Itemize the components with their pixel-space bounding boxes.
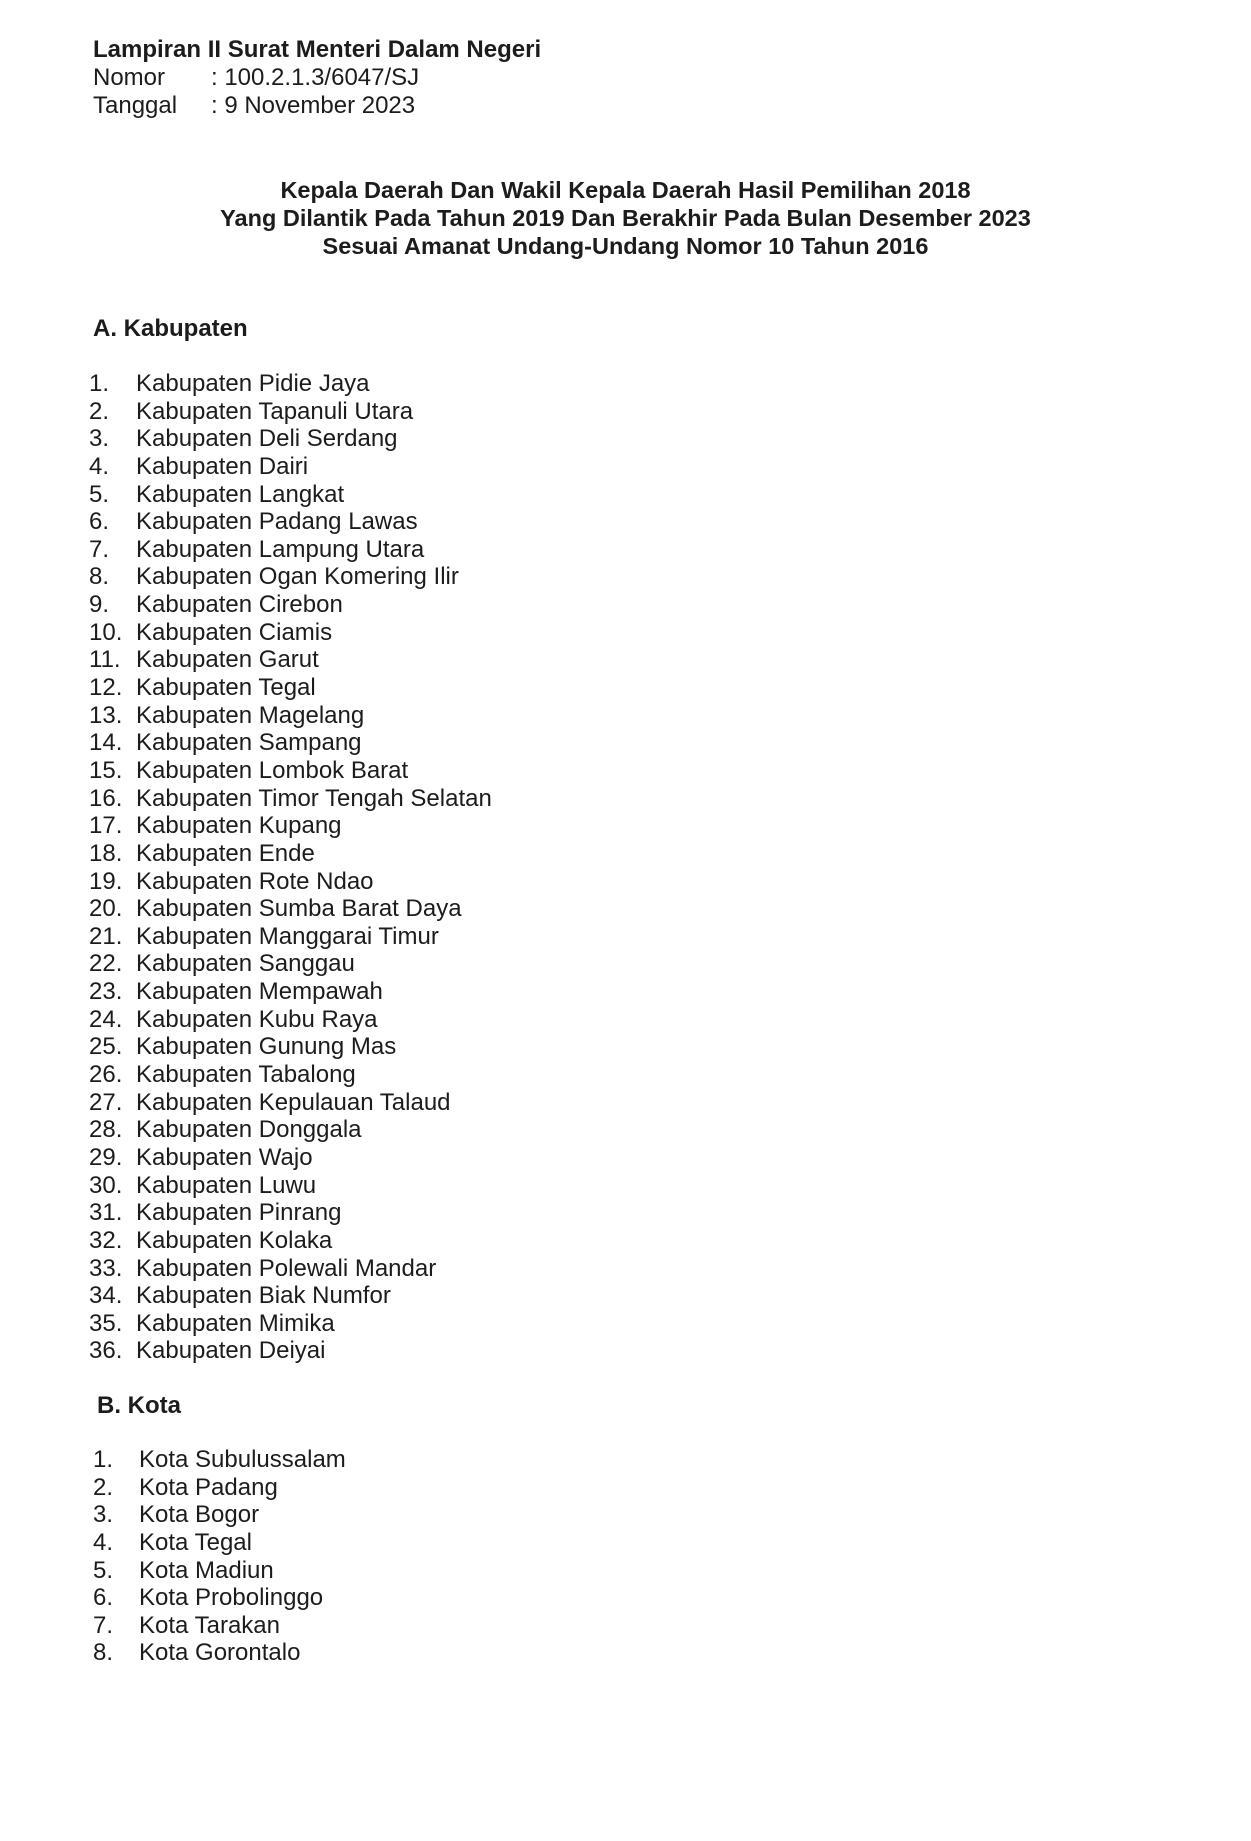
item-number: 11. xyxy=(89,646,121,674)
item-name: Kabupaten Magelang xyxy=(136,701,365,729)
item-name: Kota Tarakan xyxy=(139,1611,280,1639)
list-item xyxy=(89,1144,492,1172)
list-item xyxy=(89,591,492,619)
item-number: 7. xyxy=(89,535,110,563)
nomor-value: : 100.2.1.3/6047/SJ xyxy=(211,64,420,91)
item-number: 5. xyxy=(89,480,110,508)
item-number: 9. xyxy=(89,591,110,619)
list-item xyxy=(89,1199,492,1227)
item-name: Kabupaten Tabalong xyxy=(136,1061,356,1089)
item-number: 27. xyxy=(89,1088,123,1116)
item-name: Kota Probolinggo xyxy=(139,1584,324,1612)
item-name: Kabupaten Lombok Barat xyxy=(136,756,409,784)
kabupaten-list xyxy=(89,370,492,1365)
list-item xyxy=(89,812,492,840)
item-name: Kabupaten Pidie Jaya xyxy=(136,370,370,397)
item-number: 21. xyxy=(89,922,123,950)
item-name: Kabupaten Tegal xyxy=(136,674,316,702)
item-number: 8. xyxy=(89,563,110,591)
item-name: Kabupaten Sumba Barat Daya xyxy=(136,895,462,923)
item-number: 19. xyxy=(89,867,123,895)
item-number: 6. xyxy=(93,1584,114,1612)
item-number: 26. xyxy=(89,1061,123,1089)
list-item xyxy=(89,481,492,509)
item-name: Kabupaten Sanggau xyxy=(136,950,355,978)
item-name: Kota Gorontalo xyxy=(139,1639,301,1667)
list-item xyxy=(93,1446,346,1474)
tanggal-row xyxy=(93,92,541,120)
list-item xyxy=(89,840,492,868)
item-number: 2. xyxy=(93,1473,114,1501)
item-number: 4. xyxy=(89,452,110,480)
item-number: 20. xyxy=(89,895,123,923)
list-item xyxy=(89,453,492,481)
item-number: 32. xyxy=(89,1226,123,1254)
list-item xyxy=(89,1033,492,1061)
item-number: 17. xyxy=(89,812,123,840)
list-item xyxy=(89,1227,492,1255)
item-number: 25. xyxy=(89,1033,123,1061)
list-item xyxy=(89,1116,492,1144)
item-name: Kabupaten Mempawah xyxy=(136,978,383,1006)
item-name: Kabupaten Mimika xyxy=(136,1309,335,1337)
list-item xyxy=(89,1061,492,1089)
item-name: Kabupaten Donggala xyxy=(136,1116,362,1144)
item-name: Kabupaten Deiyai xyxy=(136,1337,326,1365)
list-item xyxy=(89,702,492,730)
list-item xyxy=(89,370,492,398)
item-name: Kabupaten Garut xyxy=(136,646,319,674)
item-number: 29. xyxy=(89,1143,123,1171)
list-item xyxy=(89,785,492,813)
item-number: 6. xyxy=(89,508,110,536)
kota-list xyxy=(93,1446,346,1667)
section-b-heading: B. Kota xyxy=(97,1392,181,1419)
list-item xyxy=(89,950,492,978)
list-item xyxy=(89,508,492,536)
item-name: Kabupaten Kubu Raya xyxy=(136,1005,378,1033)
list-item xyxy=(89,978,492,1006)
list-item xyxy=(89,674,492,702)
item-name: Kabupaten Pinrang xyxy=(136,1199,342,1227)
list-item xyxy=(89,425,492,453)
list-item xyxy=(89,646,492,674)
item-number: 18. xyxy=(89,839,123,867)
item-name: Kabupaten Timor Tengah Selatan xyxy=(136,784,492,812)
list-item xyxy=(93,1529,346,1557)
item-name: Kabupaten Cirebon xyxy=(136,591,343,619)
item-number: 14. xyxy=(89,729,123,757)
item-number: 1. xyxy=(89,370,110,397)
item-number: 8. xyxy=(93,1639,114,1667)
tanggal-label: Tanggal xyxy=(93,92,178,119)
item-name: Kabupaten Rote Ndao xyxy=(136,867,374,895)
title-line-2: Yang Dilantik Pada Tahun 2019 Dan Berakhir Pada Bulan Desember 2023 xyxy=(220,205,1031,231)
item-name: Kabupaten Kolaka xyxy=(136,1226,333,1254)
item-name: Kota Bogor xyxy=(139,1501,260,1529)
list-item xyxy=(89,895,492,923)
item-number: 36. xyxy=(89,1337,123,1365)
section-a-heading: A. Kabupaten xyxy=(93,315,248,342)
item-name: Kabupaten Wajo xyxy=(136,1143,313,1171)
list-item xyxy=(89,1255,492,1283)
item-number: 24. xyxy=(89,1005,123,1033)
item-number: 10. xyxy=(89,618,123,646)
lampiran-title: Lampiran II Surat Menteri Dalam Negeri xyxy=(93,36,542,63)
item-number: 23. xyxy=(89,978,123,1006)
list-item xyxy=(89,1172,492,1200)
nomor-row xyxy=(93,64,541,92)
item-name: Kabupaten Gunung Mas xyxy=(136,1033,397,1061)
list-item xyxy=(93,1639,346,1667)
list-item xyxy=(89,398,492,426)
item-number: 35. xyxy=(89,1309,123,1337)
item-number: 13. xyxy=(89,701,123,729)
item-name: Kabupaten Langkat xyxy=(136,480,345,508)
title-line-3: Sesuai Amanat Undang-Undang Nomor 10 Tahun 2016 xyxy=(322,233,929,259)
item-number: 15. xyxy=(89,756,123,784)
item-name: Kabupaten Tapanuli Utara xyxy=(136,397,414,425)
list-item xyxy=(93,1557,346,1585)
item-name: Kabupaten Manggarai Timur xyxy=(136,922,439,950)
title-line-1: Kepala Daerah Dan Wakil Kepala Daerah Hasil Pemilihan 2018 xyxy=(280,177,971,203)
item-name: Kabupaten Deli Serdang xyxy=(136,425,398,453)
list-item xyxy=(89,868,492,896)
list-item xyxy=(89,1337,492,1365)
list-item xyxy=(93,1501,346,1529)
item-name: Kota Subulussalam xyxy=(139,1446,346,1473)
item-number: 1. xyxy=(93,1446,114,1473)
tanggal-value: : 9 November 2023 xyxy=(211,92,416,119)
item-number: 3. xyxy=(89,425,110,453)
list-item xyxy=(89,1089,492,1117)
item-number: 33. xyxy=(89,1254,123,1282)
nomor-label: Nomor xyxy=(93,64,166,91)
document-title xyxy=(0,176,1251,260)
item-name: Kabupaten Dairi xyxy=(136,452,309,480)
item-name: Kota Padang xyxy=(139,1473,278,1501)
list-item xyxy=(89,1006,492,1034)
list-item xyxy=(89,923,492,951)
item-number: 12. xyxy=(89,674,123,702)
list-item xyxy=(89,1282,492,1310)
item-number: 16. xyxy=(89,784,123,812)
item-number: 31. xyxy=(89,1199,123,1227)
item-number: 34. xyxy=(89,1282,123,1310)
list-item xyxy=(89,536,492,564)
item-name: Kabupaten Sampang xyxy=(136,729,362,757)
item-name: Kabupaten Ende xyxy=(136,839,315,867)
item-name: Kabupaten Padang Lawas xyxy=(136,508,418,536)
item-name: Kabupaten Lampung Utara xyxy=(136,535,425,563)
list-item xyxy=(89,729,492,757)
list-item xyxy=(93,1612,346,1640)
item-number: 30. xyxy=(89,1171,123,1199)
list-item xyxy=(89,757,492,785)
item-name: Kabupaten Ogan Komering Ilir xyxy=(136,563,459,591)
item-name: Kabupaten Luwu xyxy=(136,1171,317,1199)
item-number: 7. xyxy=(93,1611,114,1639)
item-number: 3. xyxy=(93,1501,114,1529)
item-number: 4. xyxy=(93,1528,114,1556)
item-number: 28. xyxy=(89,1116,123,1144)
list-item xyxy=(93,1474,346,1502)
item-name: Kabupaten Polewali Mandar xyxy=(136,1254,437,1282)
item-number: 5. xyxy=(93,1556,114,1584)
list-item xyxy=(89,619,492,647)
item-name: Kabupaten Biak Numfor xyxy=(136,1282,391,1310)
item-name: Kabupaten Ciamis xyxy=(136,618,333,646)
list-item xyxy=(89,563,492,591)
item-name: Kota Madiun xyxy=(139,1556,274,1584)
item-name: Kabupaten Kupang xyxy=(136,812,342,840)
item-name: Kabupaten Kepulauan Talaud xyxy=(136,1088,451,1116)
item-number: 2. xyxy=(89,397,110,425)
item-name: Kota Tegal xyxy=(139,1528,252,1556)
item-number: 22. xyxy=(89,950,123,978)
letter-header xyxy=(93,36,541,120)
list-item xyxy=(89,1310,492,1338)
list-item xyxy=(93,1584,346,1612)
